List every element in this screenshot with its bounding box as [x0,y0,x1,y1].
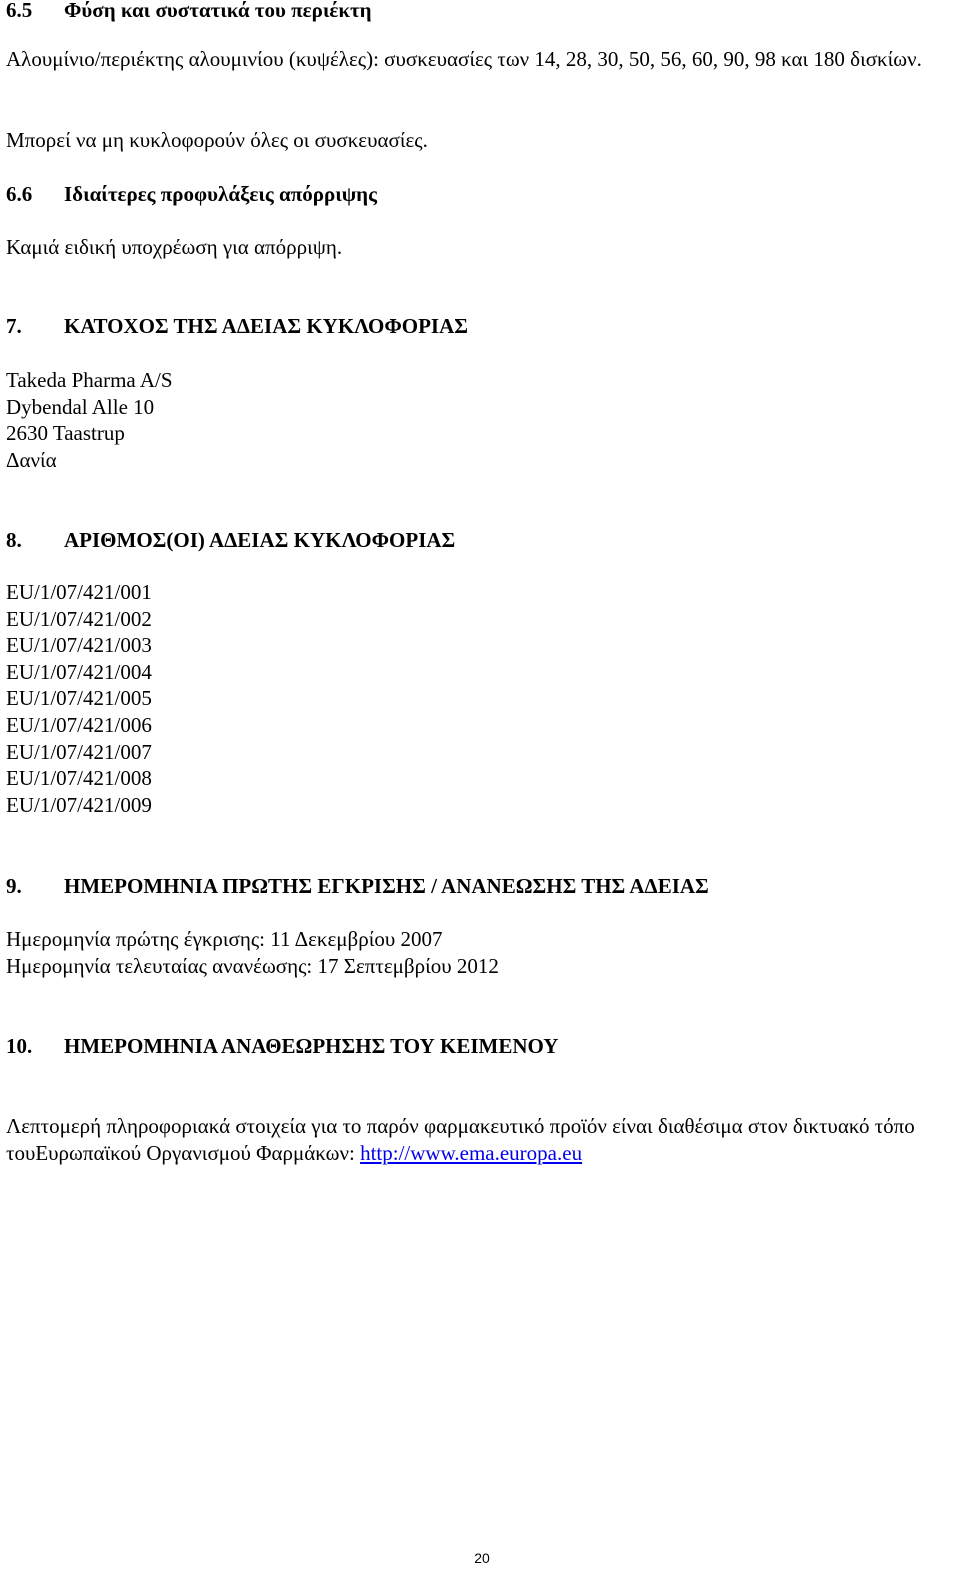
address-line: 2630 Taastrup [6,421,125,446]
section-7-heading [6,314,468,338]
page-footer [0,1550,960,1566]
license-numbers-list [6,579,152,818]
section-number: 10. [6,1034,33,1058]
section-10-heading [6,1034,558,1058]
license-number: EU/1/07/421/008 [6,766,152,791]
license-number: EU/1/07/421/007 [6,739,152,764]
revision-text [6,1113,956,1167]
section-number: 6.6 [6,182,33,206]
section-number: 7. [6,314,22,338]
section-title: Ιδιαίτερες προφυλάξεις απόρριψης [64,182,377,206]
disposal-text: Καμιά ειδική υποχρέωση για απόρριψη. [6,235,343,259]
section-8-heading [6,528,455,552]
license-number: EU/1/07/421/009 [6,792,152,817]
section-number: 9. [6,874,22,898]
ema-website-link[interactable]: http://www.ema.europa.eu [360,1141,583,1165]
section-title: ΗΜΕΡΟΜΗΝΙΑ ΠΡΩΤΗΣ ΕΓΚΡΙΣΗΣ / ΑΝΑΝΕΩΣΗΣ ΤΗΣ ΑΔΕΙΑΣ [64,874,709,898]
section-title: ΑΡΙΘΜΟΣ(ΟΙ) ΑΔΕΙΑΣ ΚΥΚΛΟΦΟΡΙΑΣ [64,528,456,552]
first-authorisation-date: Ημερομηνία πρώτης έγκρισης: 11 Δεκεμβρίου 2007 [6,927,443,951]
license-number: EU/1/07/421/002 [6,606,152,631]
package-description: Αλουμίνιο/περιέκτης αλουμινίου (κυψέλες): συσκευασίες των 14, 28, 30, 50, 56, 60, 90, 98 και 180 δισκίων. [6,47,922,71]
section-6-5-heading [6,0,372,22]
authorisation-dates [6,926,499,979]
revision-text-body: Λεπτομερή πληροφοριακά στοιχεία για το παρόν φαρμακευτικό προϊόν είναι διαθέσιμα στον δικτυακό τόπο τουΕυρωπαϊκού Οργανισμού Φαρμάκων: [6,1114,915,1165]
address-line: Dybendal Alle 10 [6,394,155,419]
section-number: 8. [6,528,22,552]
section-number: 6.5 [6,0,33,22]
section-title: Φύση και συστατικά του περιέκτη [64,0,372,22]
page-number: 20 [474,1550,490,1566]
address-line: Takeda Pharma A/S [6,368,173,392]
address-line: Δανία [6,447,57,472]
license-number: EU/1/07/421/003 [6,633,152,658]
section-9-heading [6,874,709,898]
section-title: ΚΑΤΟΧΟΣ ΤΗΣ ΑΔΕΙΑΣ ΚΥΚΛΟΦΟΡΙΑΣ [64,314,468,338]
license-number: EU/1/07/421/004 [6,659,152,684]
package-availability-note: Μπορεί να μη κυκλοφορούν όλες οι συσκευασίες. [6,128,428,152]
section-title: ΗΜΕΡΟΜΗΝΙΑ ΑΝΑΘΕΩΡΗΣΗΣ ΤΟΥ ΚΕΙΜΕΝΟΥ [64,1034,559,1058]
license-number: EU/1/07/421/005 [6,686,152,711]
latest-renewal-date: Ημερομηνία τελευταίας ανανέωσης: 17 Σεπτεμβρίου 2012 [6,953,499,978]
license-number: EU/1/07/421/001 [6,580,152,604]
license-number: EU/1/07/421/006 [6,712,152,737]
holder-address [6,367,173,473]
section-6-6-heading [6,182,377,206]
